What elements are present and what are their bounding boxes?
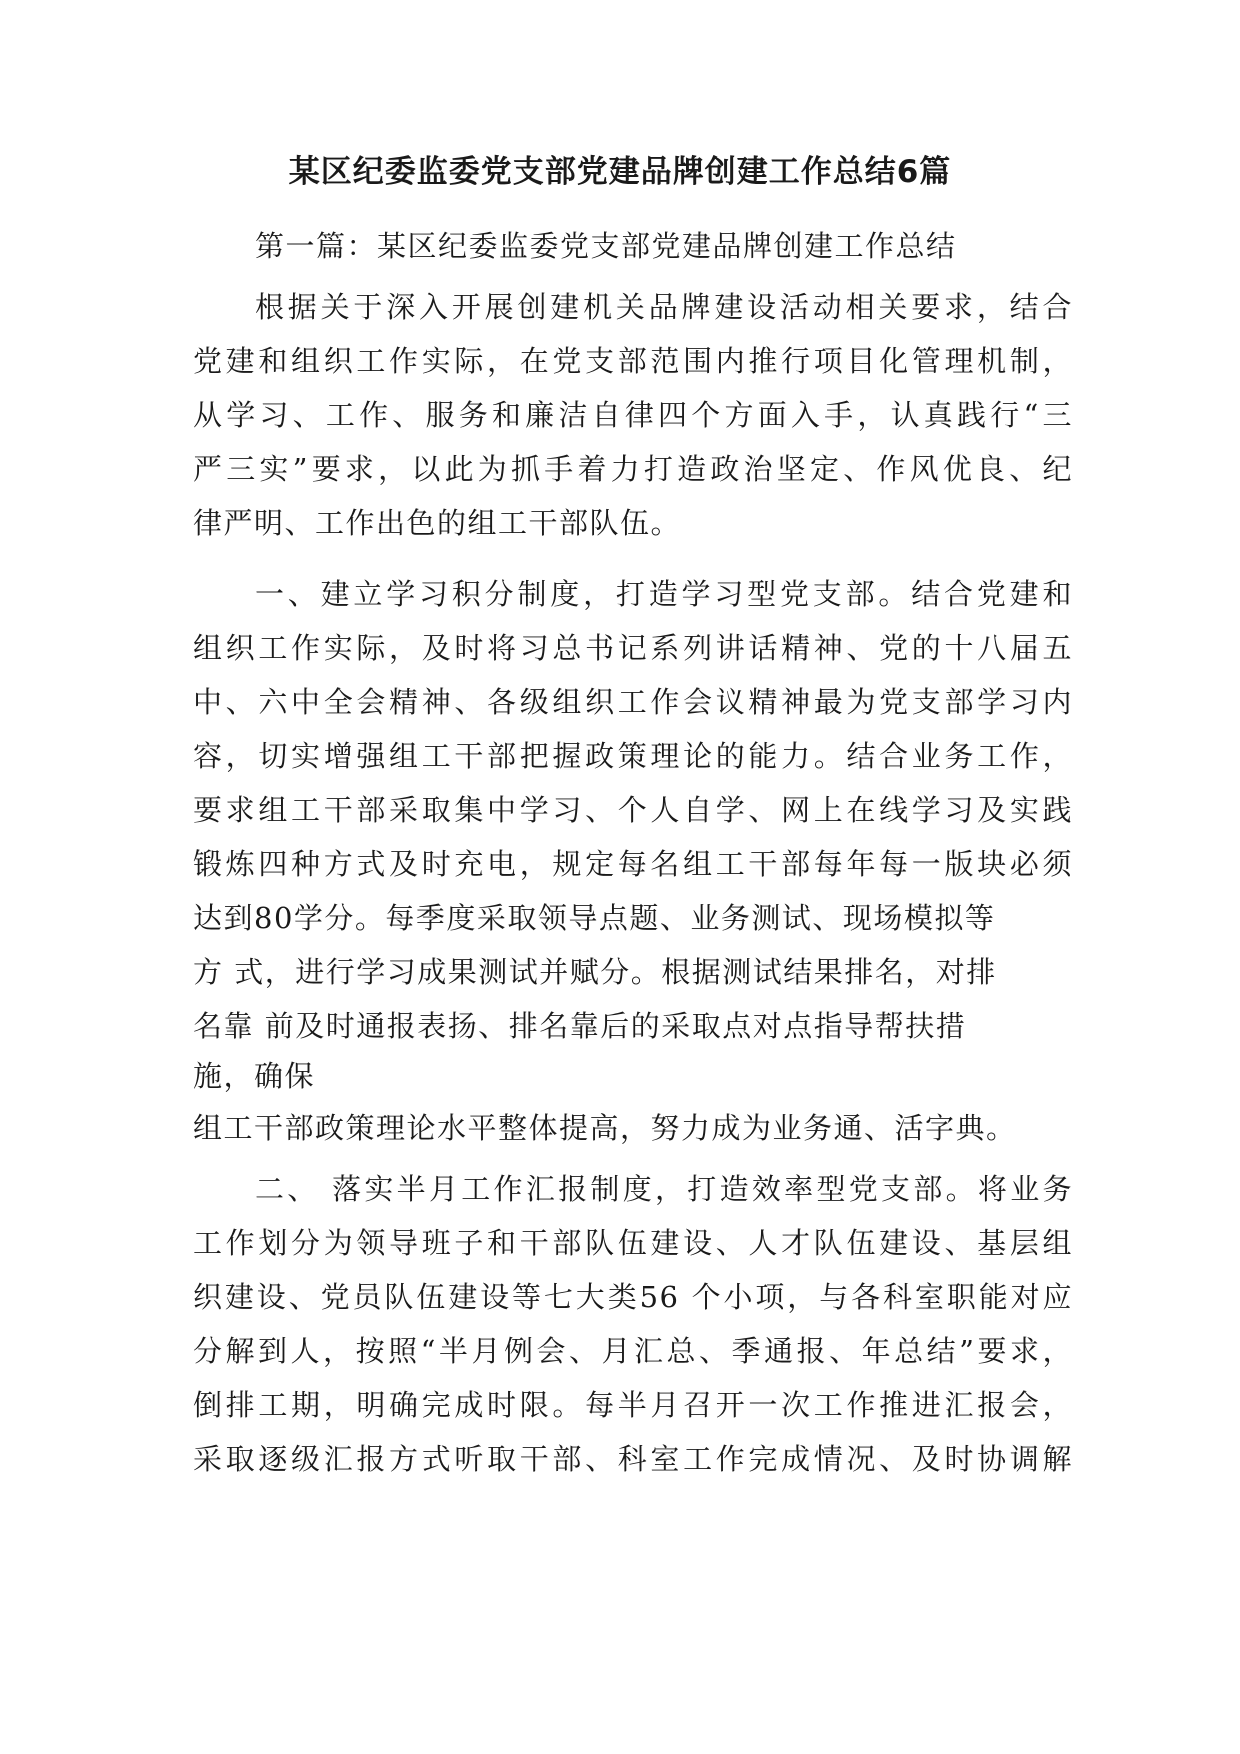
paragraph-line: 要求组工干部采取集中学习、个人自学、网上在线学习及实践 [193,793,1073,827]
paragraph-line: 容，切实增强组工干部把握政策理论的能力。结合业务工作， [193,739,1073,773]
paragraph-line: 组织工作实际，及时将习总书记系列讲话精神、党的十八届五 [193,631,1073,665]
paragraph-line: 中、六中全会精神、各级组织工作会议精神最为党支部学习内 [193,685,1073,719]
paragraph-line: 一、建立学习积分制度，打造学习型党支部。结合党建和 [255,577,1073,611]
paragraph-line: 党建和组织工作实际，在党支部范围内推行项目化管理机制， [193,344,1073,378]
paragraph-line: 织建设、党员队伍建设等七大类56 个小项，与各科室职能对应 [193,1280,1073,1314]
paragraph-line: 二、 落实半月工作汇报制度，打造效率型党支部。将业务 [255,1172,1073,1206]
paragraph-line: 采取逐级汇报方式听取干部、科室工作完成情况、及时协调解 [193,1442,1073,1476]
paragraph-line: 方 式，进行学习成果测试并赋分。根据测试结果排名，对排 [193,955,997,989]
paragraph-line: 施，确保 [193,1059,316,1093]
section-heading: 第一篇：某区纪委监委党支部党建品牌创建工作总结 [255,229,957,263]
paragraph-line: 律严明、工作出色的组工干部队伍。 [193,506,682,540]
paragraph-line: 严三实”要求，以此为抓手着力打造政治坚定、作风优良、纪 [193,452,1073,486]
paragraph-line: 倒排工期，明确完成时限。每半月召开一次工作推进汇报会， [193,1388,1073,1422]
paragraph-line: 从学习、工作、服务和廉洁自律四个方面入手，认真践行“三 [193,398,1073,432]
paragraph-line: 分解到人，按照“半月例会、月汇总、季通报、年总结”要求， [193,1334,1073,1368]
paragraph-line: 达到80学分。每季度采取领导点题、业务测试、现场模拟等 [193,901,996,935]
paragraph-line: 锻炼四种方式及时充电，规定每名组工干部每年每一版块必须 [193,847,1073,881]
document-title: 某区纪委监委党支部党建品牌创建工作总结6篇 [288,154,952,190]
paragraph-line: 工作划分为领导班子和干部队伍建设、人才队伍建设、基层组 [193,1226,1073,1260]
paragraph-line: 名靠 前及时通报表扬、排名靠后的采取点对点指导帮扶措 [193,1009,967,1043]
paragraph-line: 根据关于深入开展创建机关品牌建设活动相关要求，结合 [255,290,1073,324]
paragraph-line: 组工干部政策理论水平整体提高，努力成为业务通、活字典。 [193,1111,1017,1145]
